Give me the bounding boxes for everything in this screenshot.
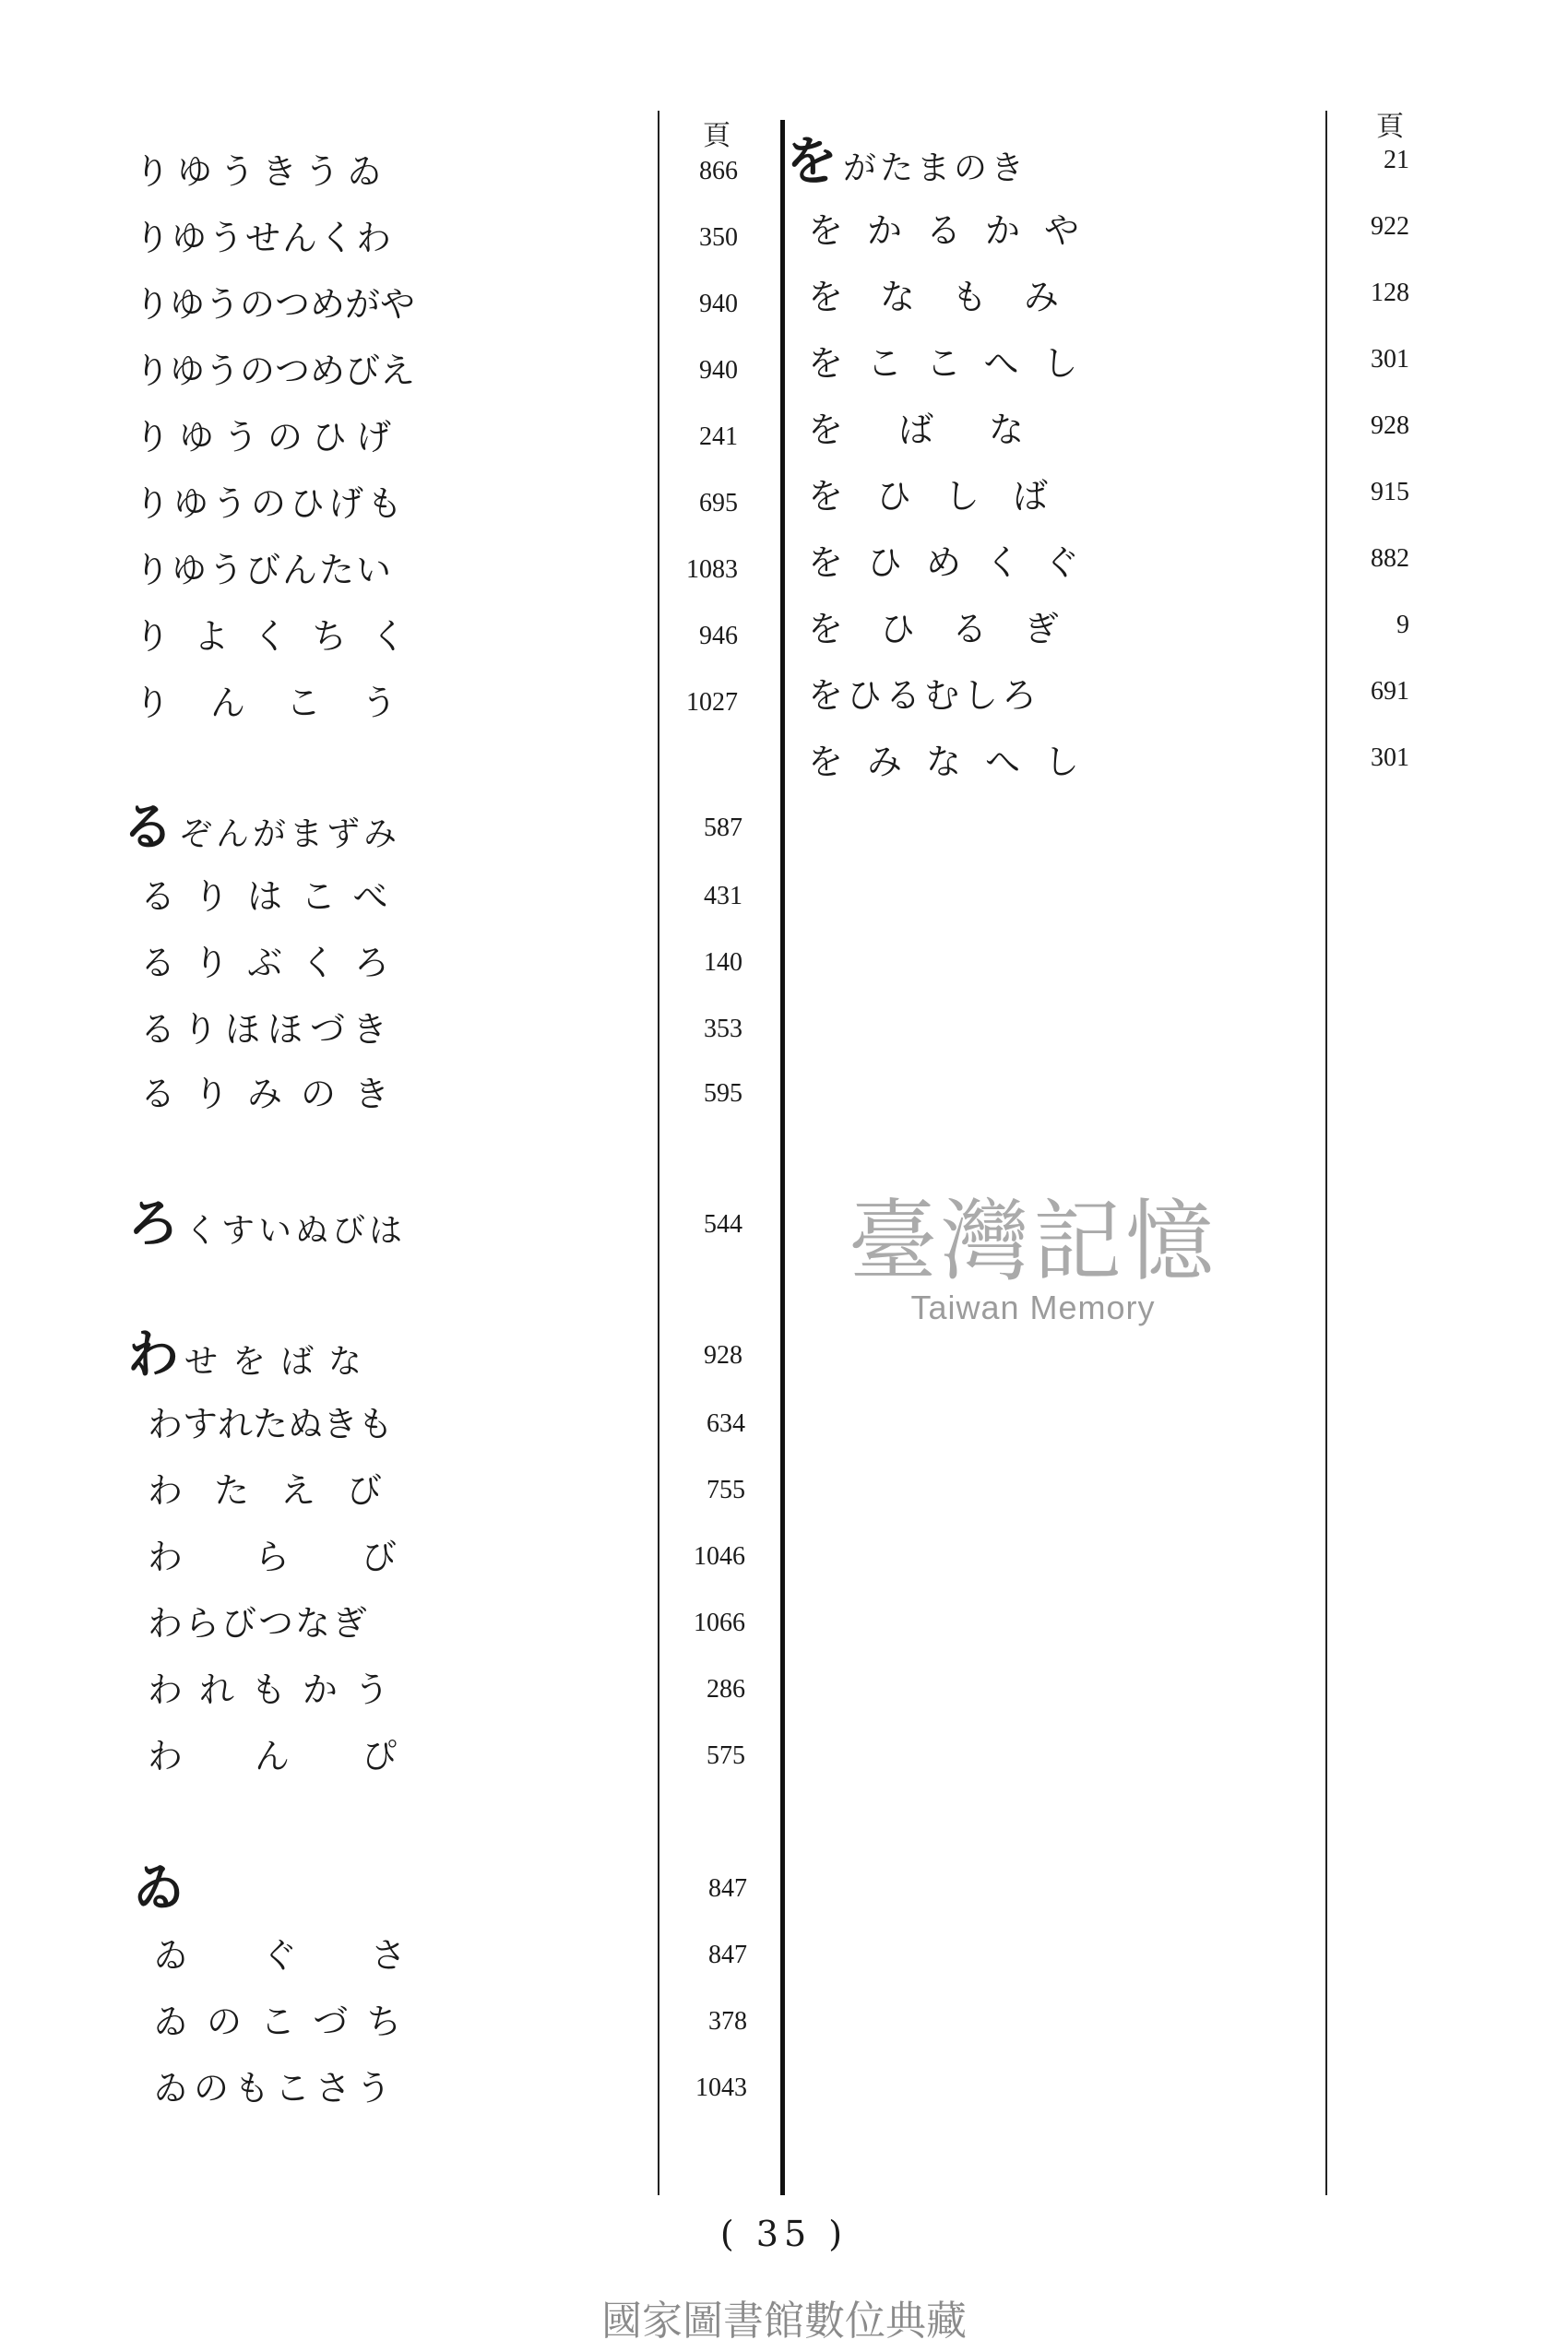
page-ref: 21 bbox=[1384, 146, 1409, 174]
section-initial: ろ bbox=[127, 1194, 179, 1254]
section-initial: ゐ bbox=[133, 1859, 184, 1918]
page-ref: 946 bbox=[699, 622, 738, 650]
page-ref: 1027 bbox=[686, 688, 738, 717]
page-ref: 140 bbox=[704, 948, 742, 977]
page-ref: 587 bbox=[704, 814, 742, 842]
page-ref: 1083 bbox=[686, 555, 738, 584]
page-ref: 755 bbox=[707, 1476, 745, 1504]
page-ref: 1066 bbox=[694, 1609, 745, 1637]
page-ref: 915 bbox=[1371, 478, 1409, 506]
page-ref: 847 bbox=[708, 1874, 747, 1903]
page-ref: 940 bbox=[699, 356, 738, 385]
page-ref: 940 bbox=[699, 290, 738, 318]
watermark-cjk: 臺灣記憶 bbox=[849, 1190, 1218, 1293]
watermark-en: Taiwan Memory bbox=[910, 1289, 1156, 1326]
page-ref: 575 bbox=[707, 1741, 745, 1770]
section-initial: を bbox=[786, 132, 837, 192]
page-ref: 1043 bbox=[695, 2073, 747, 2102]
right-page-header: 頁 bbox=[1376, 111, 1404, 143]
page-number: ( 35 ) bbox=[719, 2214, 849, 2254]
page-ref: 9 bbox=[1396, 611, 1409, 639]
page-ref: 928 bbox=[704, 1341, 742, 1370]
watermark bbox=[775, 1171, 1291, 1327]
page-ref: 378 bbox=[708, 2007, 747, 2036]
page-ref: 286 bbox=[707, 1675, 745, 1704]
page-ref: 595 bbox=[704, 1079, 742, 1108]
section-initial: る bbox=[122, 798, 173, 858]
page-ref: 695 bbox=[699, 489, 738, 517]
library-footer: 國家圖書館數位典藏 bbox=[601, 2298, 967, 2345]
page-ref: 922 bbox=[1371, 212, 1409, 241]
page-ref: 301 bbox=[1371, 345, 1409, 374]
page-ref: 350 bbox=[699, 223, 738, 252]
page-ref: 847 bbox=[708, 1941, 747, 1969]
page-ref: 1046 bbox=[694, 1542, 745, 1571]
page-ref: 431 bbox=[704, 882, 742, 910]
center-divider bbox=[780, 120, 785, 2195]
page-ref: 866 bbox=[699, 157, 738, 185]
page-ref: 241 bbox=[699, 422, 738, 451]
section-initial: わ bbox=[127, 1325, 179, 1385]
page-ref: 544 bbox=[704, 1210, 742, 1239]
page-ref: 882 bbox=[1371, 544, 1409, 573]
page-ref: 353 bbox=[704, 1015, 742, 1043]
page-ref: 691 bbox=[1371, 677, 1409, 706]
index-page: 頁 頁 りゆうきうゐ 866 りゆうせんくわ 350 りゆうのつめがや 940 りゆうのつめびえ 940 りゆうのひげ 241 りゆうのひげも 695 りゆうびんたい 1083 りよくちく 946 りんこう 1027 るぞんがまずみ 587 るりはこべ 431 るりぶくろ 140 るりほほづき 353 るりみのき 595 ろくすいぬびは 544 わせをばな 928 わすれたぬきも 634 わたえび 755 わらび 1046 わらびつなぎ 1066 われもかう 286 わんぴ 575 ゐ 847 ゐぐさ 847 ゐのこづち 378 ゐのもこさう 1043 をがたまのき 21 をかるかや 922 をなもみ 128 をここへし 301 をばな 928 をひしば 915 をひめくぐ 882 をひるぎ 9 をひるむしろ 691 をみなへし 301 臺灣記憶 Taiwan Memory ( 35 ) 國家圖書館數位典藏 bbox=[0, 0, 1568, 2352]
page-ref: 301 bbox=[1371, 743, 1409, 772]
page-ref: 928 bbox=[1371, 411, 1409, 440]
left-page-header: 頁 bbox=[703, 120, 731, 152]
page-ref: 128 bbox=[1371, 279, 1409, 307]
page-ref: 634 bbox=[707, 1409, 745, 1438]
